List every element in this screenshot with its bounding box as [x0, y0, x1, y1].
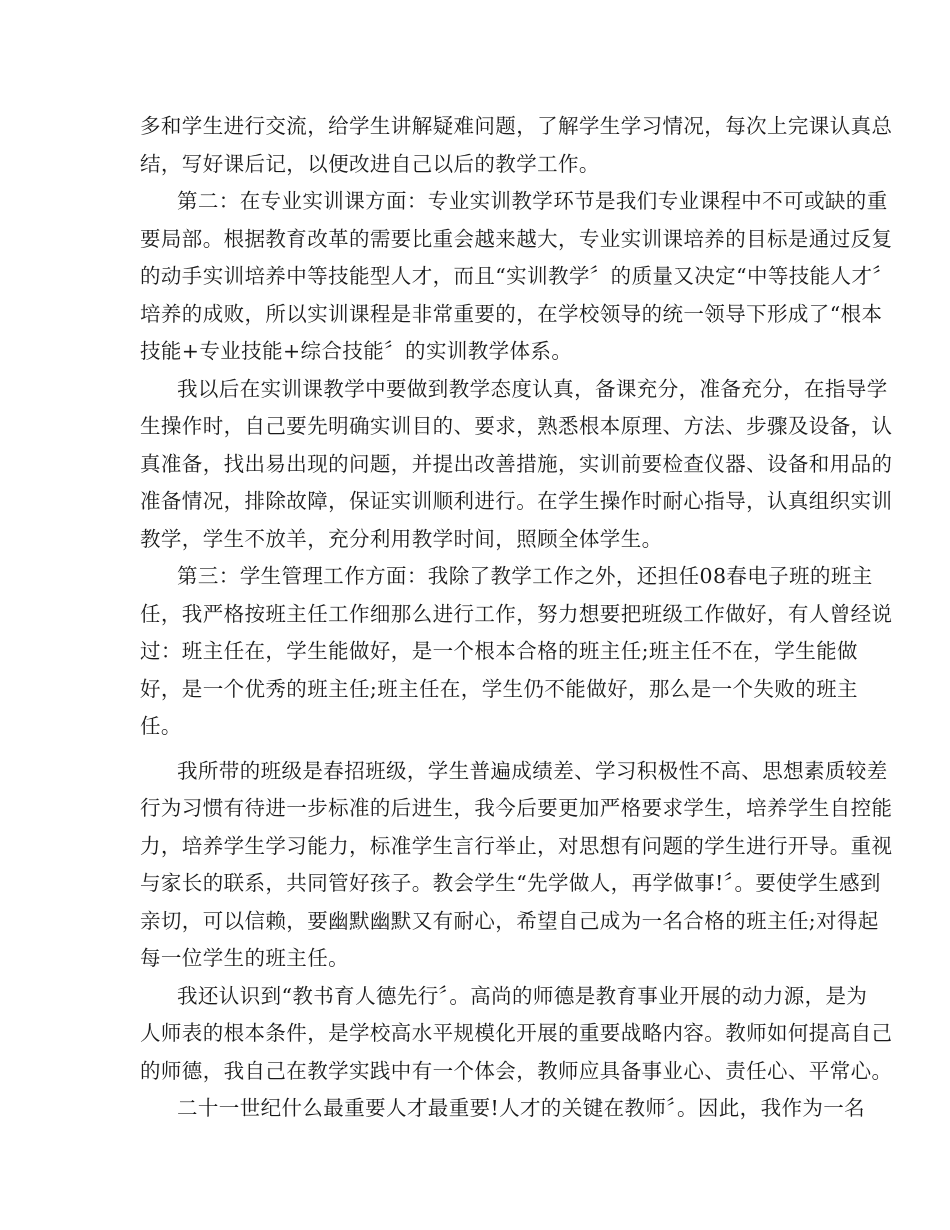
- text-line: 每一位学生的班主任。: [140, 946, 349, 970]
- text-line: 的动手实训培养中等技能型人才，而且“实训教学〞的质量又决定“中等技能人才〞: [140, 264, 894, 288]
- text-line: 生操作时，自己要先明确实训目的、要求，熟悉根本原理、方法、步骤及设备，认: [140, 414, 893, 438]
- text-line: 结，写好课后记，以便改进自己以后的教学工作。: [140, 151, 600, 176]
- paragraph-start-line: 第二：在专业实训课方面：专业实训教学环节是我们专业课程中不可或缺的重: [177, 189, 888, 213]
- text-line: 任，我严格按班主任工作细那么进行工作，努力想要把班级工作做好，有人曾经说: [140, 601, 893, 626]
- text-line: 教学，学生不放羊，充分利用教学时间，照顾全体学生。: [140, 526, 663, 551]
- text-line: 好，是一个优秀的班主任;班主任在，学生仍不能做好，那么是一个失败的班主: [140, 676, 858, 701]
- text-line: 与家长的联系，共同管好孩子。教会学生“先学做人，再学做事!〞。要使学生感到: [140, 871, 881, 895]
- body-text: [140, 108, 894, 1128]
- text-line: 亲切，可以信赖，要幽默幽默又有耐心，希望自己成为一名合格的班主任;对得起: [140, 908, 879, 933]
- text-line: 任。: [140, 714, 182, 738]
- text-line: 培养的成败，所以实训课程是非常重要的，在学校领导的统一领导下形成了“根本: [140, 301, 883, 326]
- paragraph-start-line: 我所带的班级是春招班级，学生普遍成绩差、学习积极性不高、思想素质较差: [177, 758, 888, 783]
- text-line: 真准备，找出易出现的问题，并提出改善措施，实训前要检查仪器、设备和用品的: [140, 451, 893, 476]
- text-line: 多和学生进行交流，给学生讲解疑难问题，了解学生学习情况，每次上完课认真总: [140, 114, 893, 138]
- paragraph-start-line: 二十一世纪什么最重要人才最重要!人才的关键在教师〞。因此，我作为一名: [177, 1096, 866, 1120]
- text-line: 过：班主任在，学生能做好，是一个根本合格的班主任;班主任不在，学生能做: [140, 639, 858, 663]
- text-line: 人师表的根本条件，是学校高水平规模化开展的重要战略内容。教师如何提高自己: [140, 1021, 893, 1045]
- text-line: 要局部。根据教育改革的需要比重会越来越大，专业实训课培养的目标是通过反复: [140, 226, 893, 251]
- paragraph-start-line: 我以后在实训课教学中要做到教学态度认真，备课充分，准备充分，在指导学: [177, 376, 888, 401]
- paragraph-start-line: 第三：学生管理工作方面：我除了教学工作之外，还担任08春电子班的班主: [177, 564, 873, 588]
- paragraph-start-line: 我还认识到“教书育人德先行〞。高尚的师德是教育事业开展的动力源，是为: [177, 983, 868, 1008]
- text-line: 的师德，我自己在教学实践中有一个体会，教师应具备事业心、责任心、平常心。: [140, 1058, 893, 1083]
- text-line: 准备情况，排除故障，保证实训顺利进行。在学生操作时耐心指导，认真组织实训: [140, 489, 893, 513]
- text-line: 技能+专业技能+综合技能〞的实训教学体系。: [140, 339, 573, 363]
- text-line: 力，培养学生学习能力，标准学生言行举止，对思想有问题的学生进行开导。重视: [140, 833, 893, 858]
- text-line: 行为习惯有待进一步标准的后进生，我今后要更加严格要求学生，培养学生自控能: [140, 796, 893, 820]
